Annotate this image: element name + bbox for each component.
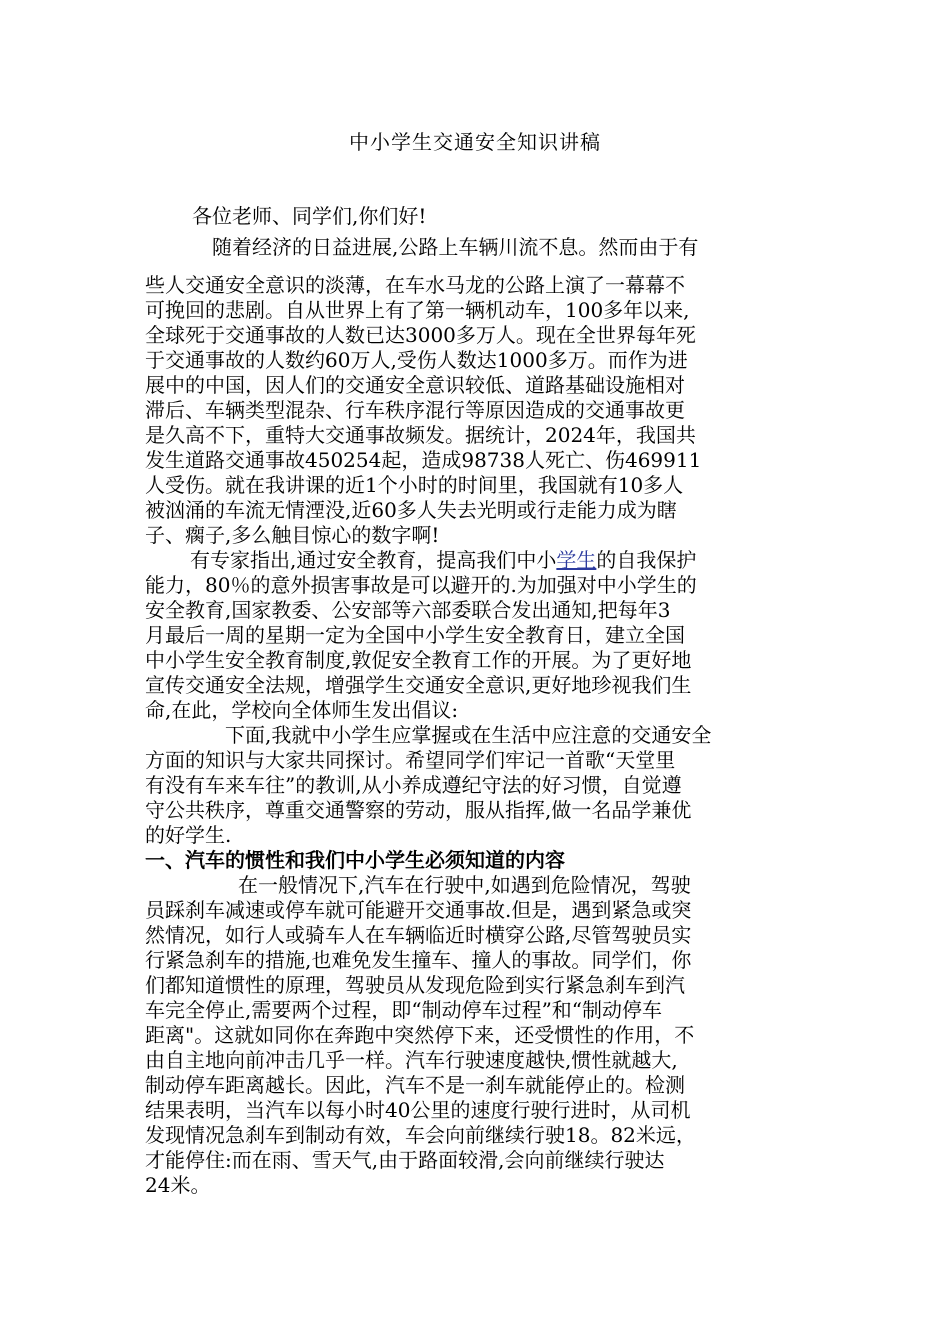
text-line: 由自主地向前冲击几乎一样。汽车行驶速度越快,惯性就越大, bbox=[145, 1048, 678, 1072]
text-line: 距离"。这就如同你在奔跑中突然停下来，还受惯性的作用，不 bbox=[145, 1023, 695, 1047]
text-line: 才能停住:而在雨、雪天气,由于路面较滑,会向前继续行驶达 bbox=[145, 1148, 665, 1172]
text-line: 展中的中国，因人们的交通安全意识较低、道路基础设施相对 bbox=[145, 373, 685, 397]
text-line: 是久高不下，重特大交通事故频发。据统计，2024年，我国共 bbox=[145, 423, 696, 447]
text-line: 滞后、车辆类型混杂、行车秩序混行等原因造成的交通事故更 bbox=[145, 398, 685, 422]
greeting: 各位老师、同学们,你们好! bbox=[192, 204, 427, 228]
text-line: 员踩刹车减速或停车就可能避开交通事故.但是，遇到紧急或突 bbox=[145, 898, 692, 922]
text-line: 守公共秩序，尊重交通警察的劳动，服从指挥,做一名品学兼优 bbox=[145, 798, 692, 822]
expert-line-after: 的自我保护 bbox=[596, 548, 697, 572]
document-title: 中小学生交通安全知识讲稿 bbox=[349, 130, 601, 154]
section-heading: 一、汽车的惯性和我们中小学生必须知道的内容 bbox=[145, 848, 565, 872]
text-line: 些人交通安全意识的淡薄，在车水马龙的公路上演了一幕幕不 bbox=[145, 273, 685, 297]
text-line: 然情况，如行人或骑车人在车辆临近时横穿公路,尽管驾驶员实 bbox=[145, 923, 692, 947]
text-line: 下面,我就中小学生应掌握或在生活中应注意的交通安全 bbox=[225, 723, 712, 747]
text-line: 命,在此，学校向全体师生发出倡议: bbox=[145, 698, 459, 722]
text-line: 被汹涌的车流无情湮没,近60多人失去光明或行走能力成为瞎 bbox=[145, 498, 677, 522]
text-line: 发生道路交通事故450254起，造成98738人死亡、伤469911 bbox=[145, 448, 702, 472]
text-line: 于交通事故的人数约60万人,受伤人数达1000多万。而作为进 bbox=[145, 348, 688, 372]
text-line: 的好学生. bbox=[145, 823, 232, 847]
text-line: 结果表明，当汽车以每小时40公里的速度行驶行进时，从司机 bbox=[145, 1098, 691, 1122]
text-line: 随着经济的日益进展,公路上车辆川流不息。然而由于有 bbox=[212, 235, 699, 259]
text-line: 发现情况急刹车到制动有效，车会向前继续行驶18。82米远， bbox=[145, 1123, 696, 1147]
text-line: 月最后一周的星期一定为全国中小学生安全教育日，建立全国 bbox=[145, 623, 685, 647]
text-line: 全球死于交通事故的人数已达3000多万人。现在全世界每年死 bbox=[145, 323, 696, 347]
expert-line bbox=[190, 548, 850, 573]
text-line: 行紧急刹车的措施,也难免发生撞车、撞人的事故。同学们，你 bbox=[145, 948, 692, 972]
text-line: 有没有车来车往”的教训,从小养成遵纪守法的好习惯，自觉遵 bbox=[145, 773, 682, 797]
text-line: 在一般情况下,汽车在行驶中,如遇到危险情况，驾驶 bbox=[238, 873, 691, 897]
expert-line-before: 有专家指出,通过安全教育，提高我们中小 bbox=[190, 548, 557, 572]
text-line: 车完全停止,需要两个过程，即“制动停车过程”和“制动停车 bbox=[145, 998, 663, 1022]
text-line: 宣传交通安全法规，增强学生交通安全意识,更好地珍视我们生 bbox=[145, 673, 692, 697]
text-line: 中小学生安全教育制度,敦促安全教育工作的开展。为了更好地 bbox=[145, 648, 692, 672]
students-link[interactable]: 学生 bbox=[556, 548, 597, 572]
text-line: 方面的知识与大家共同探讨。希望同学们牢记一首歌“天堂里 bbox=[145, 748, 676, 772]
text-line: 可挽回的悲剧。自从世界上有了第一辆机动车，100多年以来, bbox=[145, 298, 690, 322]
text-line: 人受伤。就在我讲课的近1个小时的时间里，我国就有10多人 bbox=[145, 473, 684, 497]
text-line: 24米。 bbox=[145, 1173, 211, 1197]
text-line: 子、瘸子,多么触目惊心的数字啊! bbox=[145, 523, 440, 547]
text-line: 安全教育,国家教委、公安部等六部委联合发出通知,把每年3 bbox=[145, 598, 671, 622]
text-line: 们都知道惯性的原理，驾驶员从发现危险到实行紧急刹车到汽 bbox=[145, 973, 685, 997]
text-line: 能力，80％的意外损害事故是可以避开的.为加强对中小学生的 bbox=[145, 573, 697, 597]
text-line: 制动停车距离越长。因此，汽车不是一刹车就能停止的。检测 bbox=[145, 1073, 685, 1097]
